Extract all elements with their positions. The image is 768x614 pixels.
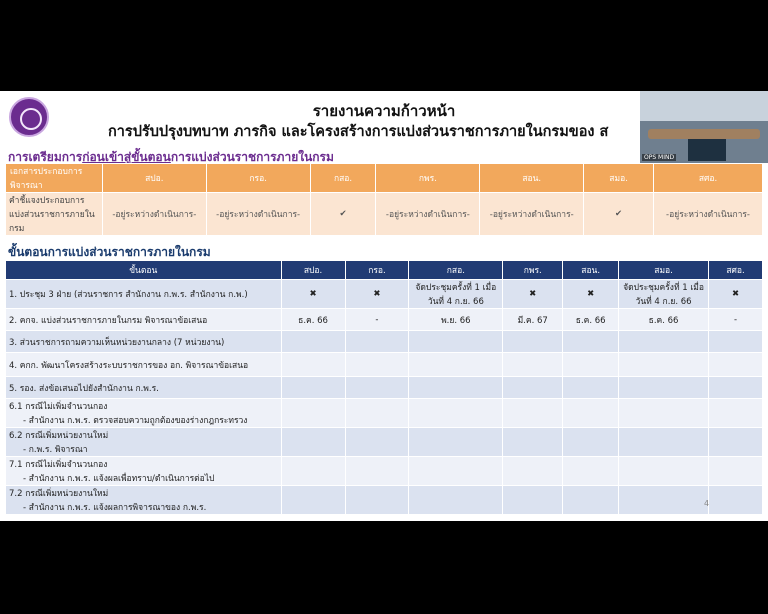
table-row <box>6 377 763 399</box>
step-cell: พ.ย. 66 <box>409 309 503 331</box>
step-cell <box>281 377 345 399</box>
step-label <box>6 309 282 331</box>
steps-header-cell: กพร. <box>503 261 563 280</box>
prep-cell: -อยู่ระหว่างดำเนินการ- <box>376 193 480 236</box>
step-cell <box>709 331 763 353</box>
step-cell <box>563 399 619 428</box>
prep-cell: -อยู่ระหว่างดำเนินการ- <box>102 193 206 236</box>
step-cell <box>345 399 409 428</box>
step-cell <box>281 353 345 377</box>
step-label-text: 7.2 กรณีเพิ่มหน่วยงานใหม่ <box>9 489 109 499</box>
cross-icon: ✖ <box>709 280 763 309</box>
step-cell <box>709 457 763 486</box>
step-label <box>6 428 282 457</box>
steps-table <box>5 260 763 515</box>
steps-header-cell: ขั้นตอน <box>6 261 282 280</box>
step-cell <box>709 486 763 515</box>
step-sub-text: - ก.พ.ร. พิจารณา <box>23 445 88 455</box>
step-cell <box>409 457 503 486</box>
table-row <box>6 457 763 486</box>
slide-subtitle: การปรับปรุงบทบาท ภารกิจ และโครงสร้างการแบ่งส่วนราชการภายในกรมของ ส <box>108 124 609 140</box>
table-row <box>6 353 763 377</box>
step-cell: - <box>345 309 409 331</box>
step-cell <box>503 353 563 377</box>
step-cell <box>409 331 503 353</box>
step-cell <box>563 377 619 399</box>
cross-icon: ✖ <box>503 280 563 309</box>
step-cell: ธ.ค. 66 <box>619 309 709 331</box>
step-cell: มี.ค. 67 <box>503 309 563 331</box>
step-cell <box>281 428 345 457</box>
step-cell: จัดประชุมครั้งที่ 1 เมื่อวันที่ 4 ก.ย. 66 <box>409 280 503 309</box>
step-cell: - <box>709 309 763 331</box>
slide-title: รายงานความก้าวหน้า <box>312 102 456 120</box>
prep-header-cell: เอกสารประกอบการพิจารณา <box>6 164 103 193</box>
prep-header-cell: กพร. <box>376 164 480 193</box>
step-label <box>6 353 282 377</box>
prep-header-cell: กสอ. <box>310 164 376 193</box>
meeting-video-thumbnail[interactable] <box>640 91 768 163</box>
section-steps-title: ขั้นตอนการแบ่งส่วนราชการภายในกรม <box>8 245 211 259</box>
step-label <box>6 331 282 353</box>
prep-header-cell: สมอ. <box>584 164 654 193</box>
step-label-text: 1. ประชุม 3 ฝ่าย (ส่วนราชการ สำนักงาน ก.พ.ร. สำนักงาน ก.พ.) <box>9 290 248 300</box>
steps-header-cell: สมอ. <box>619 261 709 280</box>
step-cell <box>619 486 709 515</box>
check-icon: ✔ <box>584 193 654 236</box>
step-cell <box>563 457 619 486</box>
step-cell <box>409 486 503 515</box>
step-label <box>6 377 282 399</box>
step-cell <box>563 428 619 457</box>
step-label <box>6 486 282 515</box>
step-label <box>6 280 282 309</box>
step-label-text: 5. รอง. ส่งข้อเสนอไปยังสำนักงาน ก.พ.ร. <box>9 383 159 394</box>
steps-header-cell: สปอ. <box>281 261 345 280</box>
page-number: 4 <box>704 499 710 508</box>
step-cell <box>709 353 763 377</box>
step-cell <box>709 377 763 399</box>
step-cell <box>503 331 563 353</box>
step-cell <box>709 428 763 457</box>
step-label-text: 6.2 กรณีเพิ่มหน่วยงานใหม่ <box>9 431 109 441</box>
step-cell <box>345 486 409 515</box>
step-cell <box>619 457 709 486</box>
step-cell <box>503 377 563 399</box>
steps-header-cell: สอน. <box>563 261 619 280</box>
step-label-text: 3. ส่วนราชการถามความเห็นหน่วยงานกลาง (7 หน่วยงาน) <box>9 337 225 348</box>
step-cell <box>563 353 619 377</box>
step-cell <box>409 377 503 399</box>
step-cell <box>503 428 563 457</box>
step-cell <box>345 353 409 377</box>
step-cell <box>345 377 409 399</box>
prep-header-cell: สอน. <box>480 164 584 193</box>
step-cell <box>503 486 563 515</box>
step-cell <box>345 457 409 486</box>
step-cell <box>619 377 709 399</box>
step-sub-text: - สำนักงาน ก.พ.ร. แจ้งผลการพิจารณาของ ก.พ.ร. <box>23 503 207 513</box>
prep-cell: -อยู่ระหว่างดำเนินการ- <box>206 193 310 236</box>
step-cell <box>619 399 709 428</box>
steps-header-cell: สศอ. <box>709 261 763 280</box>
step-cell <box>563 486 619 515</box>
step-label-text: 2. คกจ. แบ่งส่วนราชการภายในกรม พิจารณาข้อเสนอ <box>9 315 208 326</box>
step-cell <box>709 399 763 428</box>
cross-icon: ✖ <box>281 280 345 309</box>
cross-icon: ✖ <box>563 280 619 309</box>
presentation-slide <box>0 91 768 521</box>
prep-header-cell: กรอ. <box>206 164 310 193</box>
prep-cell: -อยู่ระหว่างดำเนินการ- <box>480 193 584 236</box>
step-cell: ธ.ค. 66 <box>563 309 619 331</box>
prep-table <box>5 163 763 236</box>
step-label <box>6 399 282 428</box>
table-row <box>6 309 763 331</box>
step-cell <box>409 353 503 377</box>
step-cell: ธ.ค. 66 <box>281 309 345 331</box>
step-sub-text: - สำนักงาน ก.พ.ร. ตรวจสอบความถูกต้องของร่างกฎกระทรวง <box>23 416 248 426</box>
table-row <box>6 399 763 428</box>
step-sub-text: - สำนักงาน ก.พ.ร. แจ้งผลเพื่อทราบ/ดำเนินการต่อไป <box>23 474 215 484</box>
step-label-text: 4. คกก. พัฒนาโครงสร้างระบบราชการของ อก. พิจารณาข้อเสนอ <box>9 360 249 371</box>
step-label <box>6 457 282 486</box>
step-cell <box>345 428 409 457</box>
step-cell <box>619 428 709 457</box>
step-cell <box>281 399 345 428</box>
prep-header-cell: สศอ. <box>654 164 763 193</box>
section-prep-title: การเตรียมการก่อนเข้าสู่ขั้นตอนการแบ่งส่วนราชการภายในกรม <box>8 150 334 164</box>
step-cell <box>409 428 503 457</box>
prep-header-cell: สปอ. <box>102 164 206 193</box>
step-cell <box>345 331 409 353</box>
step-cell <box>619 353 709 377</box>
step-label-text: 6.1 กรณีไม่เพิ่มจำนวนกอง <box>9 402 108 412</box>
check-icon: ✔ <box>310 193 376 236</box>
step-cell <box>281 486 345 515</box>
cross-icon: ✖ <box>345 280 409 309</box>
step-cell <box>409 399 503 428</box>
step-cell <box>281 457 345 486</box>
steps-header-cell: กรอ. <box>345 261 409 280</box>
prep-row-label: คำชี้แจงประกอบการแบ่งส่วนราชการภายในกรม <box>6 193 103 236</box>
video-label: OPS MIND <box>644 154 675 161</box>
table-row <box>6 331 763 353</box>
table-row <box>6 280 763 309</box>
prep-cell: -อยู่ระหว่างดำเนินการ- <box>654 193 763 236</box>
step-cell <box>503 399 563 428</box>
step-label-text: 7.1 กรณีไม่เพิ่มจำนวนกอง <box>9 460 108 470</box>
table-row <box>6 428 763 457</box>
table-row <box>6 486 763 515</box>
step-cell <box>619 331 709 353</box>
step-cell <box>281 331 345 353</box>
step-cell <box>563 331 619 353</box>
step-cell <box>503 457 563 486</box>
step-cell: จัดประชุมครั้งที่ 1 เมื่อวันที่ 4 ก.ย. 66 <box>619 280 709 309</box>
steps-header-cell: กสอ. <box>409 261 503 280</box>
